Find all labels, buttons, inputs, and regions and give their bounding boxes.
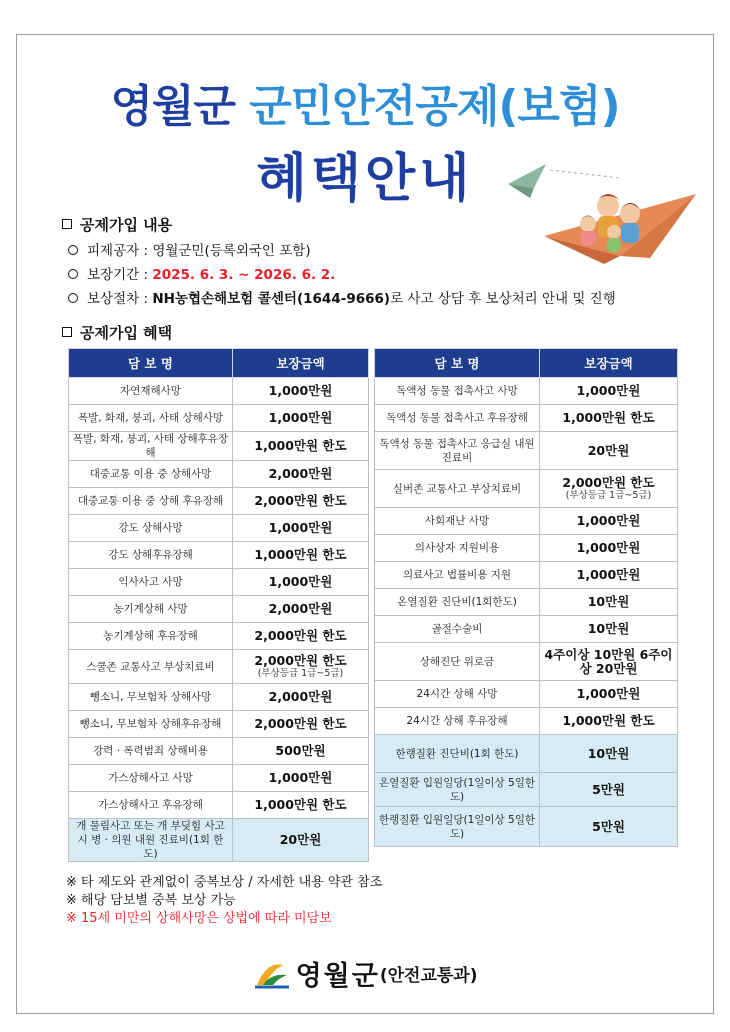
table-row [69, 378, 369, 405]
note-3: ※ 15세 미만의 상해사망은 상법에 따라 미담보 [66, 911, 332, 926]
coverage-amount-value: 5만원 [592, 818, 625, 834]
coverage-name: 스쿨존 교통사고 부상치료비 [69, 650, 233, 684]
benefit-table-left [68, 348, 369, 862]
coverage-amount [540, 807, 678, 847]
table-header-row [375, 349, 678, 378]
table-row [375, 562, 678, 589]
coverage-amount-value: 1,000만원 [268, 383, 333, 398]
coverage-name: 독액성 동물 접촉사고 사망 [375, 378, 540, 405]
table-row [69, 792, 369, 819]
coverage-name: 강력 · 폭력범죄 상해비용 [69, 738, 233, 765]
coverage-name: 뺑소니, 무보험차 상해후유장해 [69, 711, 233, 738]
coverage-amount [540, 470, 678, 508]
coverage-amount [540, 562, 678, 589]
table-row [375, 807, 678, 847]
coverage-name: 폭발, 화재, 붕괴, 사태 상해사망 [69, 405, 233, 432]
table-row [375, 708, 678, 735]
yeongwol-logo-icon [253, 959, 291, 989]
coverage-amount [233, 765, 369, 792]
coverage-amount-note: (부상등급 1급~5급) [565, 489, 652, 501]
coverage-name: 뺑소니, 무보험차 상해사망 [69, 684, 233, 711]
coverage-amount [233, 738, 369, 765]
coverage-name: 대중교통 이용 중 상해 후유장해 [69, 488, 233, 515]
coverage-amount [540, 405, 678, 432]
table-row [375, 735, 678, 773]
coverage-amount-value: 2,000만원 [268, 466, 333, 481]
coverage-amount-value: 1,000만원 한도 [562, 410, 655, 425]
table-row [375, 508, 678, 535]
table-row [69, 819, 369, 862]
table-row [375, 535, 678, 562]
coverage-name: 24시간 상해 사망 [375, 681, 540, 708]
coverage-amount [540, 535, 678, 562]
table-row [69, 623, 369, 650]
coverage-amount [540, 735, 678, 773]
coverage-amount [233, 461, 369, 488]
coverage-amount [233, 792, 369, 819]
coverage-name: 상해진단 위로금 [375, 643, 540, 681]
circle-bullet-icon [68, 293, 78, 303]
coverage-name: 24시간 상해 후유장해 [375, 708, 540, 735]
coverage-amount-value: 10만원 [587, 745, 630, 761]
coverage-amount-value: 1,000만원 [576, 540, 641, 555]
square-bullet-icon [62, 219, 72, 229]
coverage-amount [540, 508, 678, 535]
column-header-amount: 보장금액 [233, 349, 369, 378]
coverage-amount-value: 1,000만원 [268, 410, 333, 425]
coverage-amount-note: (부상등급 1급~5급) [257, 667, 344, 679]
period-line [68, 263, 335, 283]
coverage-name: 실버존 교통사고 부상치료비 [375, 470, 540, 508]
coverage-amount-value: 2,000만원 한도 [254, 628, 347, 643]
title-region: 영월군 [110, 81, 235, 132]
coverage-amount [540, 616, 678, 643]
square-bullet-icon [62, 327, 72, 337]
page-subtitle: 혜택안내 [256, 149, 474, 209]
table-row [69, 432, 369, 461]
coverage-name: 익사사고 사망 [69, 569, 233, 596]
coverage-name: 농기계상해 후유장해 [69, 623, 233, 650]
table-row [69, 684, 369, 711]
coverage-amount [233, 819, 369, 862]
table-row [69, 765, 369, 792]
note-1: ※ 타 제도와 관계없이 중복보상 / 자세한 내용 약관 참조 [66, 875, 383, 890]
coverage-amount-value: 1,000만원 한도 [254, 438, 347, 453]
coverage-amount [233, 542, 369, 569]
procedure-line [68, 287, 616, 307]
table-row [69, 711, 369, 738]
coverage-amount-value: 1,000만원 [268, 520, 333, 535]
coverage-amount [233, 488, 369, 515]
coverage-amount [233, 515, 369, 542]
procedure-rest: 로 사고 상담 후 보상처리 안내 및 진행 [390, 291, 616, 307]
table-row [69, 650, 369, 684]
coverage-amount [233, 596, 369, 623]
coverage-amount [233, 711, 369, 738]
table-row [375, 643, 678, 681]
table-row [375, 773, 678, 807]
coverage-amount [540, 708, 678, 735]
coverage-amount [540, 378, 678, 405]
benefit-section-heading: 공제가입 혜택 [62, 322, 172, 343]
coverage-amount [233, 623, 369, 650]
coverage-amount [233, 378, 369, 405]
circle-bullet-icon [68, 245, 78, 255]
coverage-amount-value: 1,000만원 [576, 567, 641, 582]
coverage-name: 골절수술비 [375, 616, 540, 643]
coverage-amount-value: 1,000만원 [576, 686, 641, 701]
coverage-amount [233, 405, 369, 432]
column-header-name: 담 보 명 [375, 349, 540, 378]
coverage-name: 농기계상해 사망 [69, 596, 233, 623]
table-row [69, 461, 369, 488]
coverage-amount-value: 1,000만원 [268, 574, 333, 589]
table-row [375, 432, 678, 470]
coverage-amount-value: 4주이상 10만원 6주이상 20만원 [544, 646, 673, 676]
table-row [69, 488, 369, 515]
coverage-amount-value: 20만원 [279, 832, 322, 847]
table-row [375, 589, 678, 616]
coverage-amount [233, 569, 369, 596]
insured-label: 피제공자 : [87, 243, 149, 259]
coverage-amount-value: 1,000만원 [576, 513, 641, 528]
coverage-amount [233, 650, 369, 684]
table-row [69, 738, 369, 765]
coverage-name: 의사상자 지원비용 [375, 535, 540, 562]
table-row [375, 405, 678, 432]
coverage-amount [233, 432, 369, 461]
note-2: ※ 해당 담보별 중복 보상 가능 [66, 893, 236, 908]
footer [0, 954, 730, 993]
coverage-amount-value: 1,000만원 [268, 770, 333, 785]
coverage-name: 가스상해사고 사망 [69, 765, 233, 792]
coverage-name: 개 물림사고 또는 개 부딪힘 사고 시 병 · 의원 내원 진료비(1회 한도) [69, 819, 233, 862]
coverage-name: 독액성 동물 접촉사고 후유장해 [375, 405, 540, 432]
circle-bullet-icon [68, 269, 78, 279]
coverage-amount-value: 1,000만원 한도 [254, 547, 347, 562]
table-row [69, 569, 369, 596]
benefit-table-right [374, 348, 678, 847]
insured-line [68, 239, 311, 259]
coverage-amount-value: 5만원 [592, 781, 625, 797]
table-row [69, 405, 369, 432]
procedure-label: 보상절차 : [87, 291, 149, 307]
coverage-amount [540, 643, 678, 681]
coverage-amount-value: 2,000만원 [268, 601, 333, 616]
coverage-amount-value: 1,000만원 [576, 383, 641, 398]
page-title [0, 70, 730, 134]
coverage-name: 온열질환 진단비(1회한도) [375, 589, 540, 616]
coverage-name: 대중교통 이용 중 상해사망 [69, 461, 233, 488]
footer-dept: (안전교통과) [379, 966, 478, 986]
coverage-amount-value: 1,000만원 한도 [562, 713, 655, 728]
table-row [375, 681, 678, 708]
coverage-name: 온열질환 입원일당(1일이상 5일한도) [375, 773, 540, 807]
column-header-amount: 보장금액 [540, 349, 678, 378]
title-program: 군민안전공제(보험) [249, 81, 620, 132]
coverage-name: 강도 상해사망 [69, 515, 233, 542]
coverage-amount-value: 10만원 [587, 594, 630, 609]
coverage-amount [540, 432, 678, 470]
footer-region: 영월군 [295, 961, 380, 992]
coverage-amount-value: 500만원 [275, 743, 326, 758]
coverage-amount-value: 2,000만원 한도 [254, 652, 347, 668]
coverage-name: 강도 상해후유장해 [69, 542, 233, 569]
coverage-amount-value: 2,000만원 한도 [254, 493, 347, 508]
coverage-amount [233, 684, 369, 711]
procedure-callcenter: NH농협손해보험 콜센터(1644-9666) [152, 291, 391, 307]
coverage-amount [540, 681, 678, 708]
table-row [69, 596, 369, 623]
table-row [375, 470, 678, 508]
coverage-amount-value: 1,000만원 한도 [254, 797, 347, 812]
coverage-amount [540, 773, 678, 807]
column-header-name: 담 보 명 [69, 349, 233, 378]
coverage-amount [540, 589, 678, 616]
insured-value: 영월군민(등록외국인 포함) [152, 243, 311, 259]
period-label: 보장기간 : [87, 267, 149, 283]
table-row [69, 542, 369, 569]
coverage-name: 자연재해사망 [69, 378, 233, 405]
coverage-amount-value: 2,000만원 한도 [562, 474, 655, 490]
table-row [375, 378, 678, 405]
period-value: 2025. 6. 3. ~ 2026. 6. 2. [152, 267, 336, 283]
coverage-name: 독액성 동물 접촉사고 응급실 내원 진료비 [375, 432, 540, 470]
coverage-name: 사회재난 사망 [375, 508, 540, 535]
coverage-name: 한랭질환 입원일당(1일이상 5일한도) [375, 807, 540, 847]
join-section-heading: 공제가입 내용 [62, 214, 172, 235]
coverage-amount-value: 2,000만원 [268, 689, 333, 704]
coverage-name: 폭발, 화재, 붕괴, 사태 상해후유장해 [69, 432, 233, 461]
family-paper-plane-illustration [500, 158, 700, 270]
notes [66, 874, 382, 928]
coverage-amount-value: 20만원 [587, 442, 630, 458]
table-row [375, 616, 678, 643]
coverage-amount-value: 2,000만원 한도 [254, 716, 347, 731]
table-header-row [69, 349, 369, 378]
coverage-amount-value: 10만원 [587, 621, 630, 636]
coverage-name: 한랭질환 진단비(1회 한도) [375, 735, 540, 773]
table-row [69, 515, 369, 542]
coverage-name: 가스상해사고 후유장해 [69, 792, 233, 819]
coverage-name: 의료사고 법률비용 지원 [375, 562, 540, 589]
